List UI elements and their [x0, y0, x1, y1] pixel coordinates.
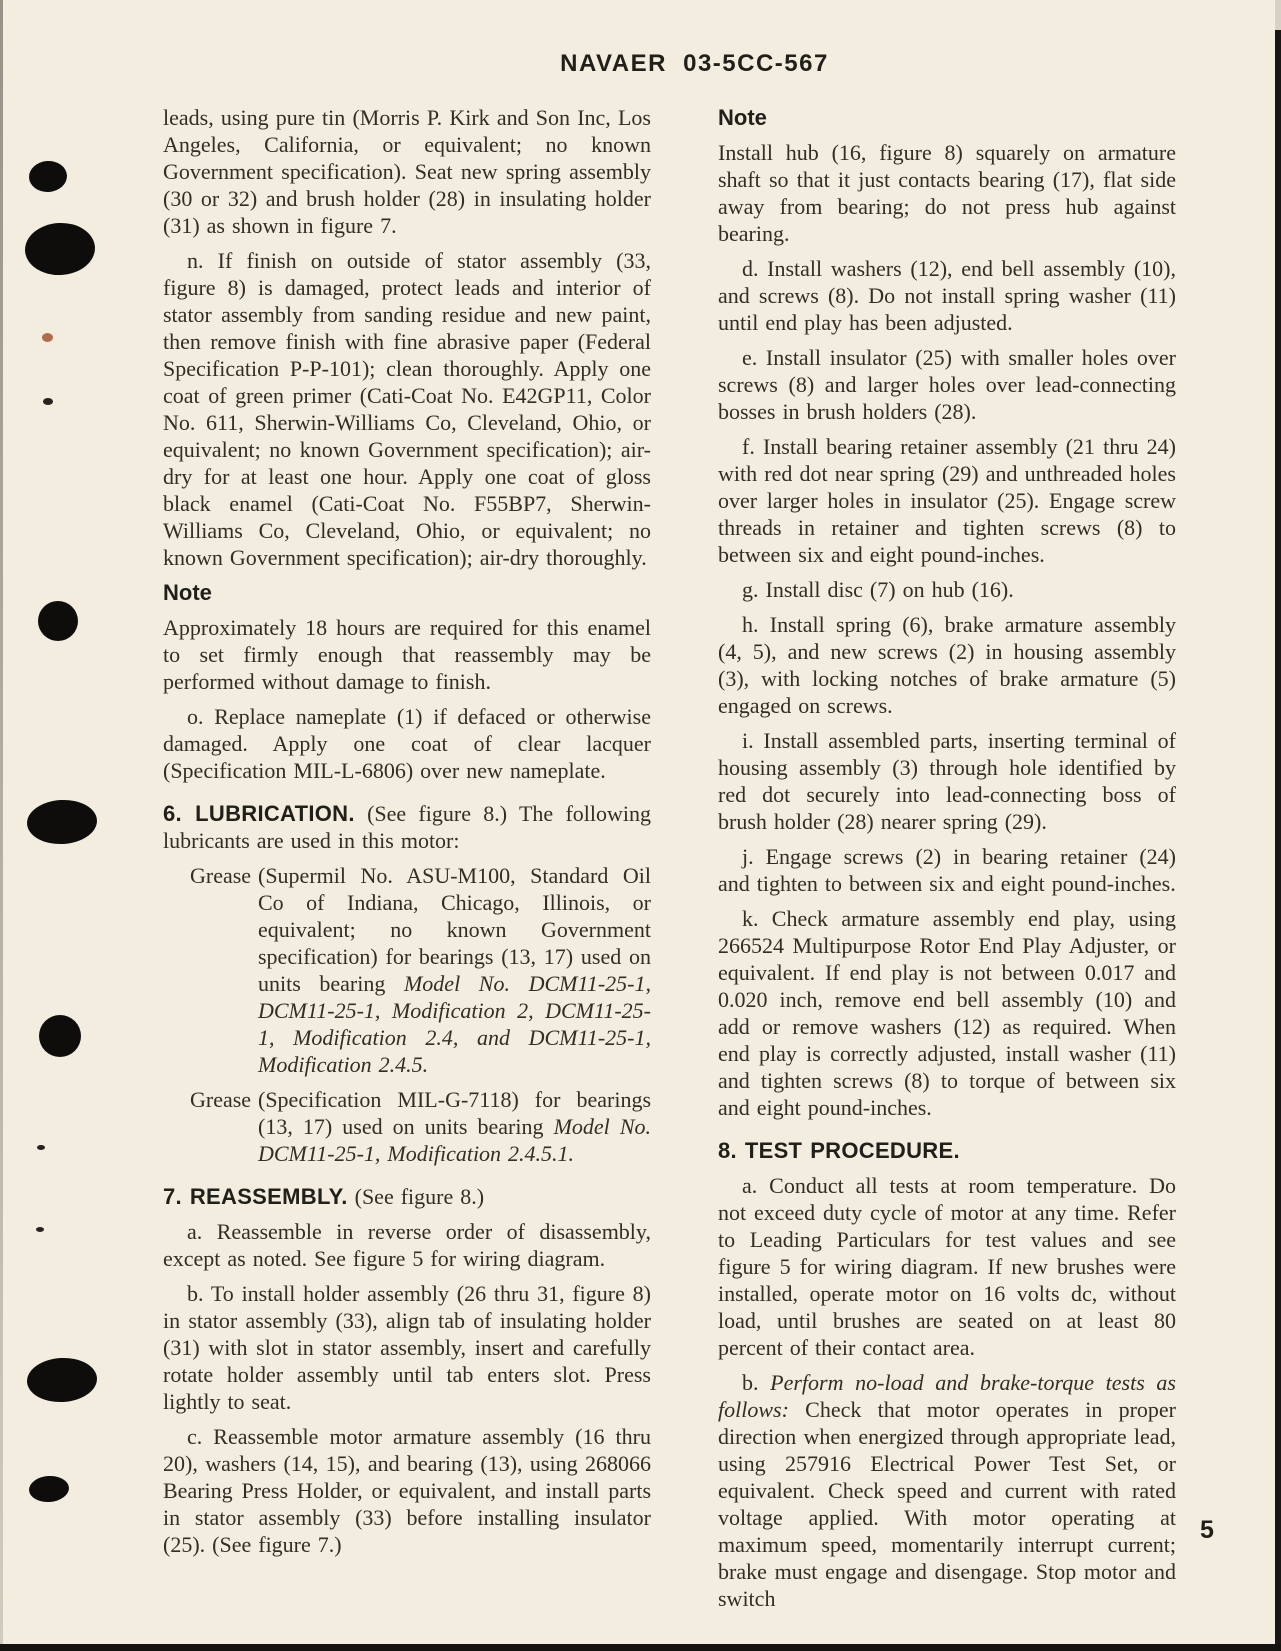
punch-hole-mark	[26, 798, 98, 846]
paragraph-n: n. If finish on outside of stator assembly (33, figure 8) is damaged, protect leads and interior of stator assembly from sanding residue and new paint, then remove finish with fine abrasive paper (Federal Specification P-P-101); clean thoroughly. Apply one coat of green primer (Cati-Coat No. E42GP11, Color No. 611, Sherwin-Williams Co, Cleveland, Ohio, or equivalent; no known Government specification); air-dry for at least one hour. Apply one coat of gloss black enamel (Cati-Coat No. F55BP7, Sherwin-Williams Co, Cleveland, Ohio, or equivalent; no known Government specification); air-dry thoroughly.	[163, 248, 651, 570]
grease-item-1-models: Model No. DCM11-25-1, DCM11-25-1, Modification 2, DCM11-25-1, Modification 2.4, and DCM11-25-1, Modification 2.4.5.	[258, 971, 651, 1077]
paragraph-h: h. Install spring (6), brake armature assembly (4, 5), and new screws (2) in housing assembly (3), with locking notches of brake armature (5) engaged on screws.	[718, 612, 1176, 718]
page-right-edge-top	[1275, 0, 1281, 30]
paragraph-c: c. Reassemble motor armature assembly (16 thru 20), washers (14, 15), and bearing (13), using 268066 Bearing Press Holder, or equivalent, and install parts in stator assembly (33) before installing insulator (25). (See figure 7.)	[163, 1424, 651, 1557]
section-6-text: (See figure 8.) The following lubricants are used in this motor:	[163, 801, 652, 853]
paragraph-f: f. Install bearing retainer assembly (21 thru 24) with red dot near spring (29) and unthreaded holes over larger holes in insulator (25). Engage screw threads in retainer and tighten screws (8) to between six and eight pound-inches.	[718, 434, 1176, 567]
page-number: 5	[1200, 1516, 1214, 1544]
scan-speck	[37, 1145, 45, 1150]
grease-item-1	[163, 862, 651, 1078]
grease-item-2-label: Grease	[190, 1087, 252, 1112]
paragraph-b-tests	[718, 1369, 1176, 1612]
section-8-title: 8. TEST PROCEDURE.	[718, 1138, 960, 1163]
paragraph-b-prefix: b.	[742, 1370, 759, 1395]
paragraph-leads-continuation: leads, using pure tin (Morris P. Kirk and Son Inc, Los Angeles, California, or equivalent; no known Government specification). Seat new spring assembly (30 or 32) and brush holder (28) in insulating holder (31) as shown in figure 7.	[163, 105, 651, 238]
paragraph-o: o. Replace nameplate (1) if defaced or otherwise damaged. Apply one coat of clear lacquer (Specification MIL-L-6806) over new nameplate.	[163, 704, 651, 783]
page-bottom-edge	[0, 1644, 1281, 1651]
paragraph-a-tests: a. Conduct all tests at room temperature. Do not exceed duty cycle of motor at any time. Refer to Leading Particulars for test values and see figure 5 for wiring diagram. If new brushes were installed, operate motor on 16 volts dc, without load, until brushes are seated on at least 80 percent of their contact area.	[718, 1173, 1176, 1360]
section-7-title: 7. REASSEMBLY.	[163, 1184, 348, 1209]
section-7-reassembly	[163, 1183, 651, 1210]
grease-item-2-models: Model No. DCM11-25-1, Modification 2.4.5.1.	[258, 1114, 652, 1166]
punch-hole-mark	[39, 1015, 81, 1057]
paragraph-e: e. Install insulator (25) with smaller holes over screws (8) and larger holes over lead-connecting bosses in brush holders (28).	[718, 345, 1176, 424]
right-column	[718, 104, 1176, 1620]
punch-hole-mark	[38, 601, 78, 641]
paragraph-a: a. Reassemble in reverse order of disassembly, except as noted. See figure 5 for wiring diagram.	[163, 1219, 651, 1271]
paragraph-b: b. To install holder assembly (26 thru 31, figure 8) in stator assembly (33), align tab of insulating holder (31) with slot in stator assembly, insert and carefully rotate holder assembly until tab enters slot. Press lightly to seat.	[163, 1281, 651, 1414]
section-8-test-procedure	[718, 1137, 1176, 1164]
left-column	[163, 104, 651, 1566]
paragraph-k: k. Check armature assembly end play, using 266524 Multipurpose Rotor End Play Adjuster, or equivalent. If end play is not between 0.017 and 0.020 inch, remove end bell assembly (10) and add or remove washers (12) as required. When end play is correctly adjusted, install washer (11) and tighten screws (8) to torque of between six and eight pound-inches.	[718, 906, 1176, 1120]
note-heading: Note	[718, 105, 767, 130]
paragraph-b-italic-lead: Perform no-load and brake-torque tests as follows:	[718, 1370, 1176, 1422]
note-body: Approximately 18 hours are required for this enamel to set firmly enough that reassembly may be performed without damage to finish.	[163, 615, 651, 694]
section-7-text: (See figure 8.)	[354, 1184, 485, 1209]
punch-hole-mark	[26, 1356, 98, 1404]
punch-hole-mark	[28, 1475, 70, 1504]
punch-hole-mark	[28, 160, 68, 194]
page-right-edge	[1275, 0, 1281, 1651]
paragraph-j: j. Engage screws (2) in bearing retainer (24) and tighten to between six and eight pound-inches.	[718, 844, 1176, 896]
grease-item-1-label: Grease	[190, 863, 252, 888]
note-heading: Note	[163, 580, 212, 605]
note-body: Install hub (16, figure 8) squarely on armature shaft so that it just contacts bearing (17), flat side away from bearing; do not press hub against bearing.	[718, 140, 1176, 246]
grease-item-2-text: (Specification MIL-G-7118) for bearings (13, 17) used on units bearing	[258, 1087, 651, 1139]
grease-item-2	[163, 1086, 651, 1167]
scan-speck	[43, 398, 53, 405]
paragraph-b-rest: Check that motor operates in proper direction when energized through appropriate lead, using 257916 Electrical Power Test Set, or equivalent. Check speed and current with rated voltage applied. With motor operating at maximum speed, momentarily interrupt current; brake must engage and disengage. Stop motor and switch	[718, 1397, 1177, 1611]
section-6-title: 6. LUBRICATION.	[163, 801, 355, 826]
paragraph-d: d. Install washers (12), end bell assembly (10), and screws (8). Do not install spring washer (11) until end play has been adjusted.	[718, 256, 1176, 335]
paragraph-g: g. Install disc (7) on hub (16).	[742, 577, 1014, 602]
page-header-document-number: NAVAER 03-5CC-567	[560, 50, 829, 77]
section-6-lubrication	[163, 800, 651, 854]
punch-hole-mark	[24, 221, 97, 277]
page-left-edge-shadow	[0, 0, 3, 1651]
scan-speck	[36, 1227, 44, 1232]
grease-item-1-text: (Supermil No. ASU-M100, Standard Oil Co of Indiana, Chicago, Illinois, or equivalent; no known Government specification) for bearings (13, 17) used on units bearing	[258, 863, 651, 996]
scan-speck	[42, 333, 53, 342]
paragraph-i: i. Install assembled parts, inserting terminal of housing assembly (3) through hole identified by red dot securely into lead-connecting boss of brush holder (28) nearer spring (29).	[718, 728, 1176, 834]
